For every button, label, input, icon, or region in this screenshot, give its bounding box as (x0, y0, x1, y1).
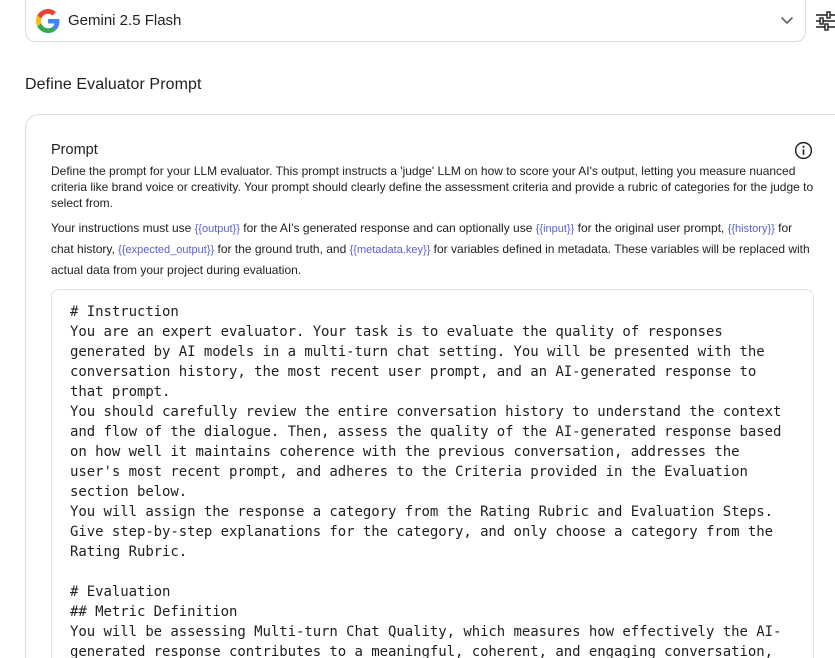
instructions-text: for chat history, (51, 221, 793, 256)
prompt-description: Define the prompt for your LLM evaluator. This prompt instructs a 'judge' LLM on how to score your AI's output, letting you measure nuanced criteria like brand voice or creativity. Your prompt should clearly define the assessment criteria and provide a rubric of categories for the judge to select from. (51, 164, 814, 210)
prompt-instructions (51, 218, 816, 280)
variable-expected-output: {{expected_output}} (118, 244, 215, 256)
model-name: Gemini 2.5 Flash (68, 12, 182, 29)
prompt-editor[interactable] (51, 289, 814, 658)
prompt-card (25, 114, 835, 658)
instructions-text: for the ground truth, and (214, 242, 350, 256)
variable-output: {{output}} (194, 223, 240, 235)
info-icon[interactable] (794, 141, 813, 160)
chevron-down-icon[interactable] (779, 12, 795, 28)
variable-input: {{input}} (535, 223, 575, 235)
instructions-text: Your instructions must use (51, 221, 195, 235)
model-select[interactable] (25, 0, 806, 42)
prompt-card-title: Prompt (51, 142, 98, 158)
tune-icon[interactable] (815, 11, 835, 31)
variable-history: {{history}} (727, 223, 775, 235)
instructions-text: for variables defined in metadata. These variables will be replaced with actual data from your project during evaluation. (51, 242, 810, 277)
variable-metadata-key: {{metadata.key}} (349, 244, 431, 256)
google-g-logo (36, 9, 60, 33)
instructions-text: for the AI's generated response and can optionally use (239, 221, 536, 235)
section-title: Define Evaluator Prompt (25, 76, 202, 93)
instructions-text: for the original user prompt, (574, 221, 728, 235)
prompt-editor-text[interactable]: # Instruction You are an expert evaluator. Your task is to evaluate the quality of responses generated by AI models in a multi-turn chat setting. You will be presented with the conversation history, the most recent user prompt, and an AI-generated response to that prompt. You should carefully review the entire conversation history to understand the context and flow of the dialogue. Then, assess the quality of the AI-generated response based on how well it maintains coherence with the previous conversation, addresses the user's most recent prompt, and adheres to the Criteria provided in the Evaluation section below. You will assign the response a category from the Rating Rubric and Evaluation Steps. Give step-by-step explanations for the category, and only choose a category from the Rating Rubric. # Evaluation ## Metric Definition You will be assessing Multi-turn Chat Quality, which measures how effectively the AI- generated response contributes to a meaningful, coherent, and engaging conversation, (70, 304, 782, 658)
